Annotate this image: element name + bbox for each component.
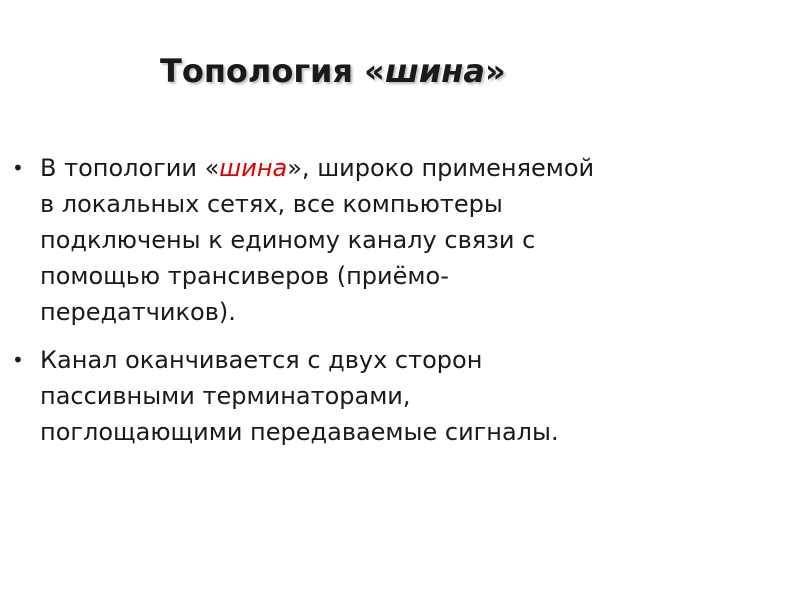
slide-title-italic: шина	[384, 52, 485, 90]
bullet-1-line-2: в локальных сетях, все компьютеры	[40, 190, 503, 218]
slide-title-prefix: Топология «	[160, 52, 385, 90]
bullet-1-accent-word: шина	[219, 154, 288, 182]
bullet-1-line-5: передатчиков).	[40, 298, 236, 326]
bullet-list	[12, 150, 748, 462]
bullet-2-line-2: пассивными терминаторами,	[40, 382, 411, 410]
bullet-dot-icon: •	[12, 156, 24, 180]
slide-title-suffix: »	[484, 52, 506, 90]
bullet-2-line-1: Канал оканчивается с двух сторон	[40, 346, 483, 374]
bullet-1-line-3: подключены к единому каналу связи с	[40, 226, 536, 254]
bullet-1-line-1	[40, 154, 594, 182]
slide-title	[160, 52, 506, 90]
bullet-1-line-1-after: », широко применяемой	[287, 154, 595, 182]
bullet-dot-icon: •	[12, 348, 24, 372]
bullet-1-line-1-before: В топологии «	[40, 154, 220, 182]
bullet-2-line-3: поглощающими передаваемые сигналы.	[40, 418, 559, 446]
bullet-item-1	[12, 150, 748, 330]
bullet-item-2	[12, 342, 748, 450]
bullet-1-line-4: помощью трансиверов (приёмо-	[40, 262, 449, 290]
